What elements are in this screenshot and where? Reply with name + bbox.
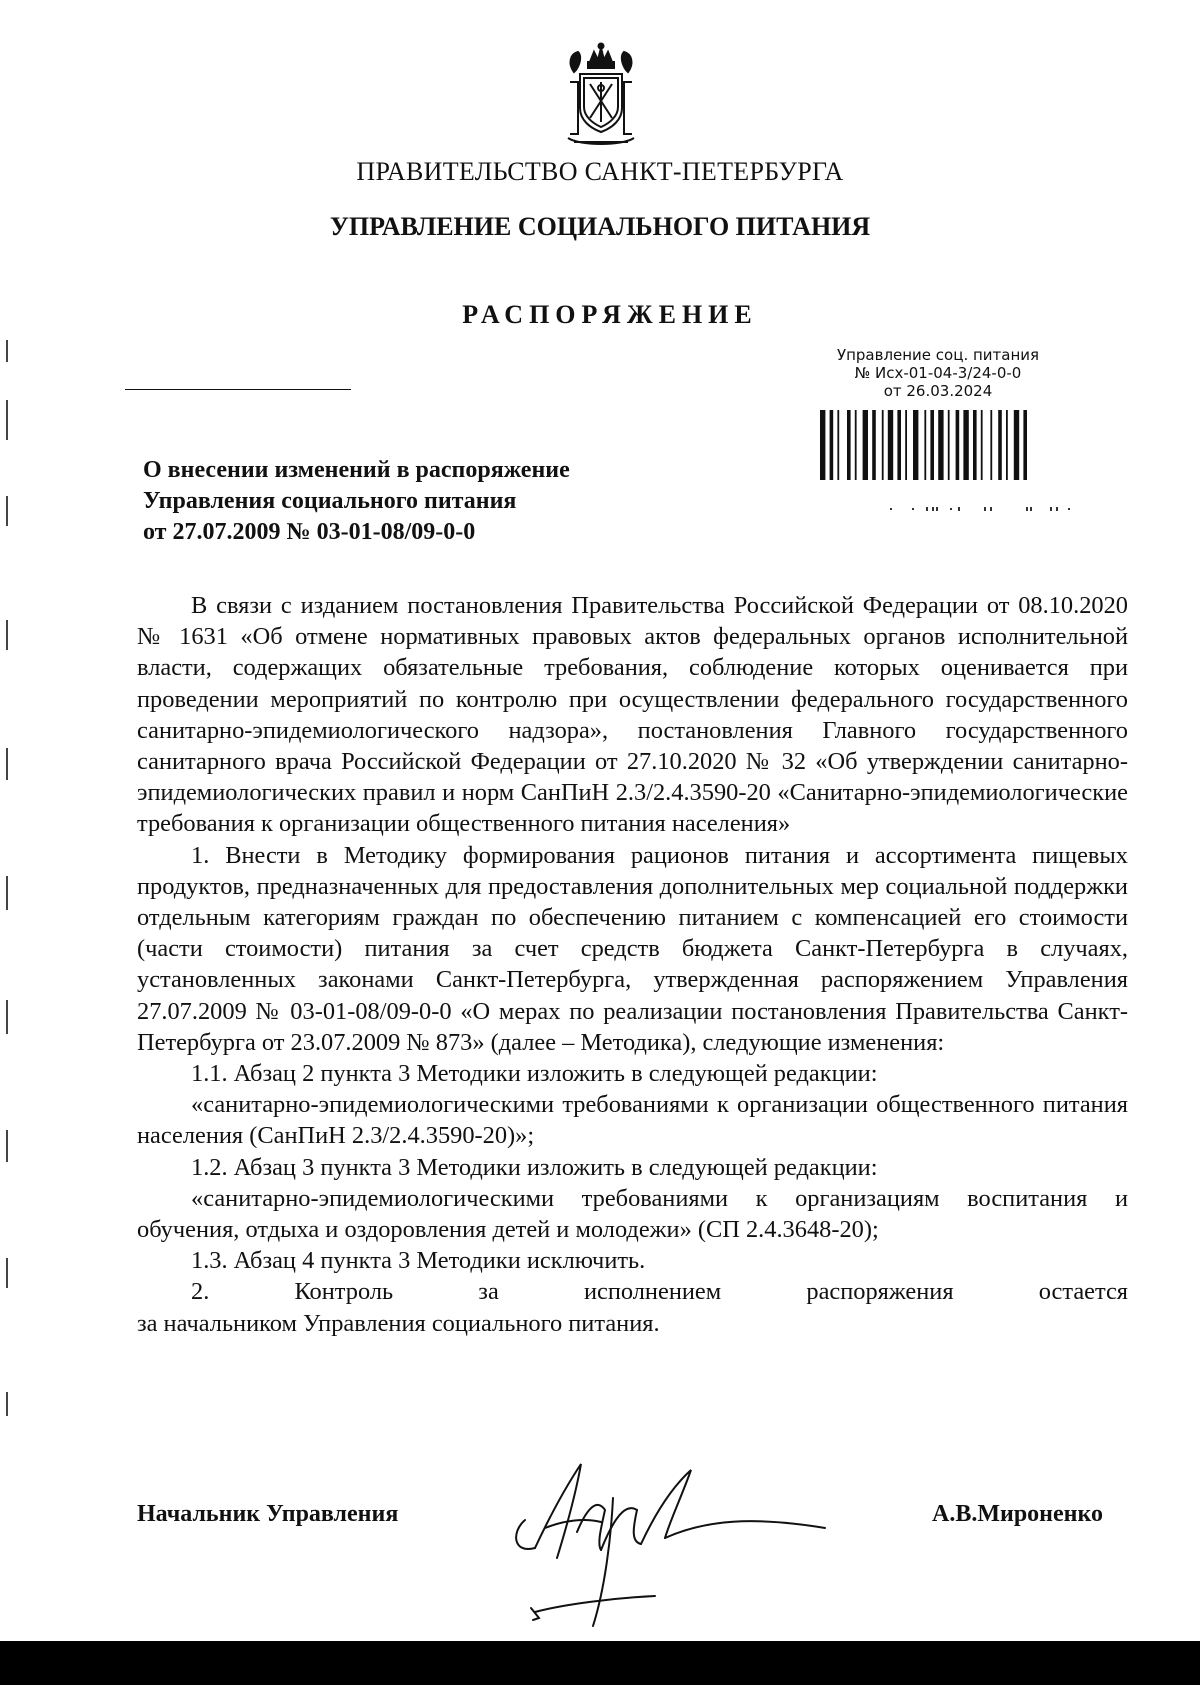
signatory-title: Начальник Управления bbox=[137, 1501, 399, 1527]
document-subject bbox=[143, 455, 743, 548]
scan-mark bbox=[6, 1130, 8, 1162]
document-type: РАСПОРЯЖЕНИЕ bbox=[462, 300, 758, 329]
handwritten-signature bbox=[505, 1458, 835, 1628]
scan-mark bbox=[6, 340, 8, 362]
barcode-digits bbox=[888, 504, 1088, 514]
scan-mark bbox=[6, 748, 8, 780]
preamble-paragraph: В связи с изданием постановления Правительства Российской Федерации от 08.10.2020 № 1631 «Об отмене нормативных правовых актов федеральных органов исполнительной власти, содержащих обязательные требования, соблюдение которых оценивается при проведении мероприятий по контролю при осуществлении федерального государственного санитарно-эпидемиологического надзора», постановления Главного государственного санитарного врача Российской Федерации от 27.10.2020 № 32 «Об утверждении санитарно-эпидемиологических правил и норм СанПиН 2.3/2.4.3590-20 «Санитарно-эпидемиологические требования к организации общественного питания населения» bbox=[137, 592, 1128, 838]
scan-mark bbox=[6, 620, 8, 650]
clause-1-1-paragraph: 1.1. Абзац 2 пункта 3 Методики изложить в следующей редакции: bbox=[191, 1060, 878, 1088]
scan-mark bbox=[6, 1258, 8, 1288]
clause-1-2-paragraph: 1.2. Абзац 3 пункта 3 Методики изложить в следующей редакции: bbox=[191, 1153, 878, 1181]
barcode bbox=[820, 410, 1060, 480]
scan-mark bbox=[6, 876, 8, 910]
registration-stamp bbox=[808, 346, 1068, 400]
clause-1-3-paragraph: 1.3. Абзац 4 пункта 3 Методики исключить. bbox=[191, 1247, 646, 1275]
scan-mark bbox=[6, 1000, 8, 1034]
coat-of-arms-icon bbox=[560, 42, 642, 148]
subject-line: от 27.07.2009 № 03-01-08/09-0-0 bbox=[143, 519, 476, 545]
scan-mark bbox=[6, 496, 8, 526]
clause-2-paragraph: 2. Контроль за исполнением распоряжения остается bbox=[191, 1278, 1128, 1306]
subject-line: О внесении изменений в распоряжение bbox=[143, 457, 570, 483]
department-title: УПРАВЛЕНИЕ СОЦИАЛЬНОГО ПИТАНИЯ bbox=[329, 212, 871, 241]
subject-line: Управления социального питания bbox=[143, 488, 517, 514]
clause-2-paragraph-end: за начальником Управления социального питания. bbox=[137, 1309, 660, 1337]
government-title: ПРАВИТЕЛЬСТВО САНКТ-ПЕТЕРБУРГА bbox=[356, 157, 844, 186]
document-body bbox=[137, 590, 1128, 1339]
signatory-name: А.В.Мироненко bbox=[932, 1501, 1103, 1527]
clause-1-paragraph: 1. Внести в Методику формирования рационов питания и ассортимента пищевых продуктов, предназначенных для предоставления дополнительных мер социальной поддержки отдельным категориям граждан по обеспечению питанием с компенсацией его стоимости (части стоимости) питания за счет средств бюджета Санкт-Петербурга в случаях, установленных законами Санкт-Петербурга, утвержденная распоряжением Управления 27.07.2009 № 03-01-08/09-0-0 «О мерах по реализации постановления Правительства Санкт-Петербурга от 23.07.2009 № 873» (далее – Методика), следующие изменения: bbox=[137, 841, 1128, 1056]
scan-border bbox=[0, 1641, 1200, 1685]
scan-mark bbox=[6, 400, 8, 440]
clause-1-2-text: «санитарно-эпидемиологическими требованиями к организациям воспитания и обучения, отдыха и оздоровления детей и молодежи» (СП 2.4.3648-20); bbox=[137, 1184, 1128, 1244]
stamp-org: Управление соц. питания bbox=[836, 346, 1040, 364]
document-number-line bbox=[125, 389, 351, 390]
stamp-number: № Исх-01-04-3/24-0-0 bbox=[854, 364, 1022, 382]
scan-mark bbox=[6, 1392, 8, 1416]
clause-1-1-text: «санитарно-эпидемиологическими требованиями к организации общественного питания населения (СанПиН 2.3/2.4.3590-20)»; bbox=[137, 1091, 1128, 1150]
stamp-date: от 26.03.2024 bbox=[883, 382, 993, 400]
